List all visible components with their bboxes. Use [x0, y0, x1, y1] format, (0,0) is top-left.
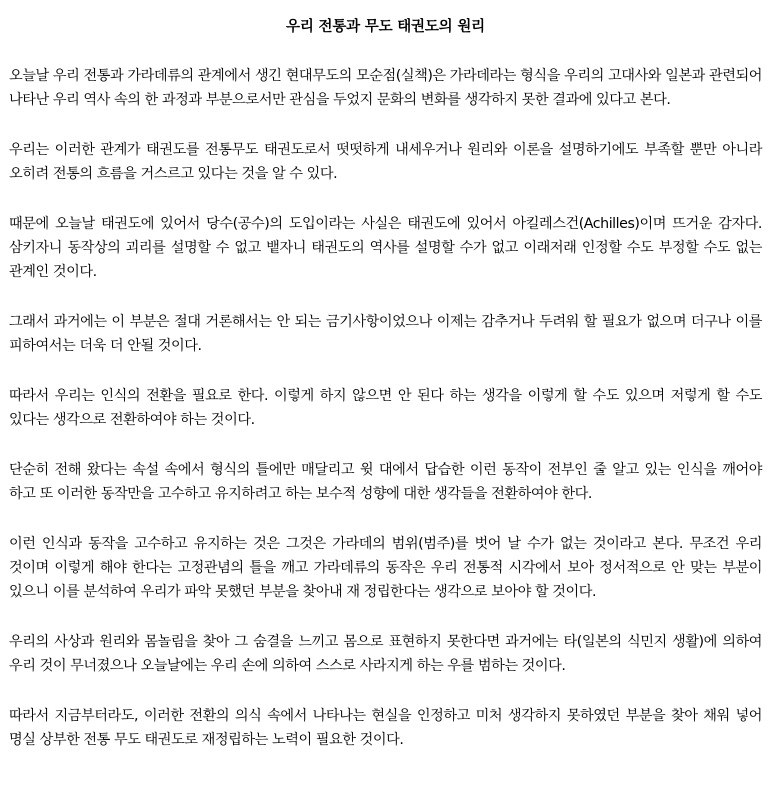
- paragraph-6: 단순히 전해 왔다는 속설 속에서 형식의 틀에만 매달리고 윗 대에서 답습한 이런 동작이 전부인 줄 알고 있는 인식을 깨어야 하고 또 이러한 동작만을 고수하고 유지하려고 하는 보수적 성향에 대한 생각들을 전환하여야 한다.: [9, 462, 762, 502]
- paragraph-7: 이런 인식과 동작을 고수하고 유지하는 것은 그것은 가라데의 범위(범주)를 벗어 날 수가 없는 것이라고 본다. 무조건 우리 것이며 이렇게 해야 한다는 고정관념의 틀을 깨고 가라데류의 동작은 우리 전통적 시각에서 보아 정서적으로 안 맞는 부분이 있으니 이를 분석하여 우리가 파악 못했던 부분을 찾아내 재 정립한다는 생각으로 보아야 할 것이다.: [9, 536, 762, 600]
- paragraph-9: 따라서 지금부터라도, 이러한 전환의 의식 속에서 나타나는 현실을 인정하고 미처 생각하지 못하였던 부분을 찾아 채워 넣어 명실 상부한 전통 무도 태권도로 재정립하는 노력이 필요한 것이다.: [9, 708, 762, 748]
- article-body: [9, 64, 762, 752]
- paragraph-8: 우리의 사상과 원리와 몸놀림을 찾아 그 숨결을 느끼고 몸으로 표현하지 못한다면 과거에는 타(일본의 식민지 생활)에 의하여 우리 것이 무너졌으나 오늘날에는 우리 손에 의하여 스스로 사라지게 하는 우를 범하는 것이다.: [9, 634, 762, 674]
- paragraph-2: 우리는 이러한 관계가 태권도를 전통무도 태권도로서 떳떳하게 내세우거나 원리와 이론을 설명하기에도 부족할 뿐만 아니라 오히려 전통의 흐름을 거스르고 있다는 것을 알 수 있다.: [9, 142, 762, 182]
- paragraph-1: 오늘날 우리 전통과 가라데류의 관계에서 생긴 현대무도의 모순점(실책)은 가라데라는 형식을 우리의 고대사와 일본과 관련되어 나타난 우리 역사 속의 한 과정과 부분으로서만 관심을 두었지 문화의 변화를 생각하지 못한 결과에 있다고 본다.: [9, 68, 762, 108]
- paragraph-5: 따라서 우리는 인식의 전환을 필요로 한다. 이렇게 하지 않으면 안 된다 하는 생각을 이렇게 할 수도 있으며 저렇게 할 수도 있다는 생각으로 전환하여야 하는 것이다.: [9, 388, 762, 428]
- paragraph-4: 그래서 과거에는 이 부분은 절대 거론해서는 안 되는 금기사항이었으나 이제는 감추거나 두려워 할 필요가 없으며 더구나 이를 피하여서는 더욱 더 안될 것이다.: [9, 314, 762, 354]
- paragraph-3: 때문에 오늘날 태권도에 있어서 당수(공수)의 도입이라는 사실은 태권도에 있어서 아킬레스건(Achilles)이며 뜨거운 감자다. 삼키자니 동작상의 괴리를 설명할 수 없고 뱉자니 태권도의 역사를 설명할 수가 없고 이래저래 인정할 수도 부정할 수도 없는 관계인 것이다.: [9, 216, 762, 280]
- document-title: 우리 전통과 무도 태권도의 원리: [286, 19, 485, 35]
